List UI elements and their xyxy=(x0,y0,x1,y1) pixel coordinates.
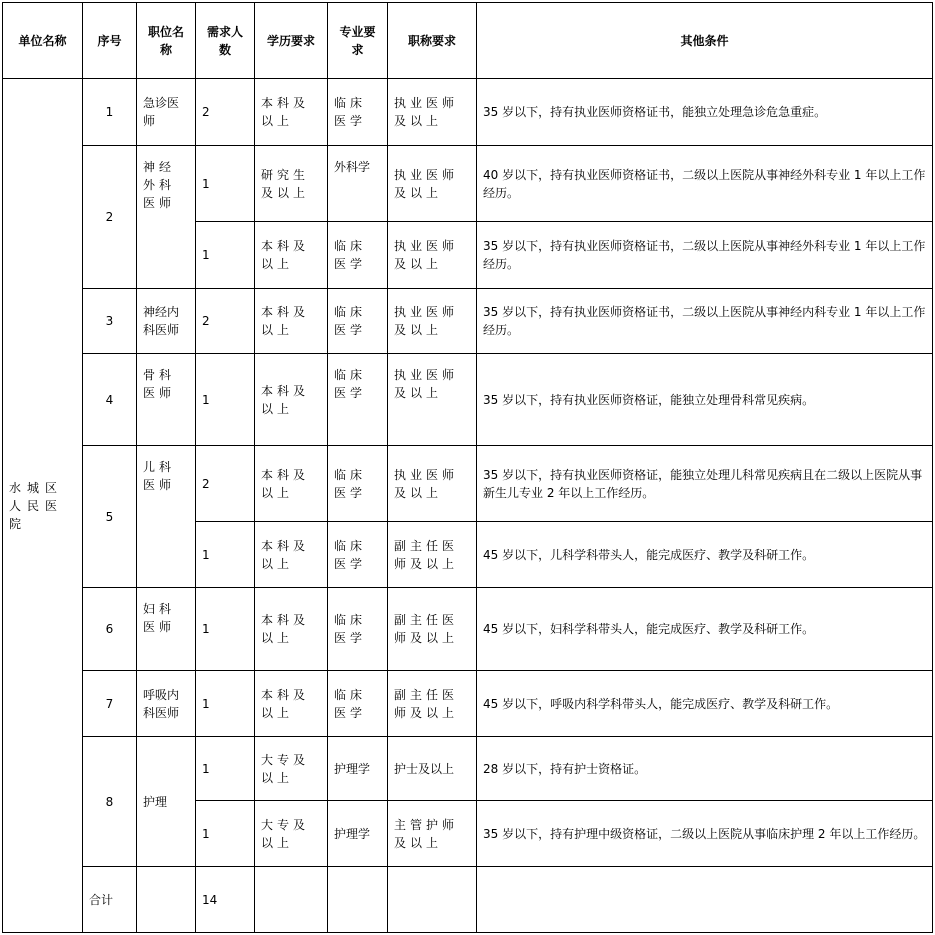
seq-cell: 8 xyxy=(83,737,137,867)
total-num: 14 xyxy=(196,867,255,933)
table-row xyxy=(3,354,933,446)
header-post: 职位名称 xyxy=(137,3,196,79)
other-cell: 35 岁以下，持有执业医师资格证，能独立处理儿科常见疾病且在二级以上医院从事新生儿专业 2 年以上工作经历。 xyxy=(477,446,933,522)
major-cell: 护理学 xyxy=(328,737,388,801)
major-cell: 临床医学 xyxy=(328,522,388,588)
num-cell: 1 xyxy=(196,222,255,289)
recruitment-table xyxy=(2,2,933,933)
header-title: 职称要求 xyxy=(388,3,477,79)
edu-cell: 本科及以上 xyxy=(255,588,328,671)
major-cell: 临床医学 xyxy=(328,79,388,146)
header-unit: 单位名称 xyxy=(3,3,83,79)
edu-cell: 本科及以上 xyxy=(255,671,328,737)
title-cell: 执业医师及以上 xyxy=(388,446,477,522)
major-cell: 临床医学 xyxy=(328,588,388,671)
num-cell: 2 xyxy=(196,446,255,522)
num-cell: 1 xyxy=(196,354,255,446)
table-row xyxy=(3,737,933,801)
table-row xyxy=(3,79,933,146)
other-cell: 45 岁以下，妇科学科带头人，能完成医疗、教学及科研工作。 xyxy=(477,588,933,671)
total-major-empty xyxy=(328,867,388,933)
title-cell: 执业医师及以上 xyxy=(388,354,477,446)
other-cell: 45 岁以下，呼吸内科学科带头人，能完成医疗、教学及科研工作。 xyxy=(477,671,933,737)
post-cell: 儿科医师 xyxy=(137,446,196,588)
table-row xyxy=(3,146,933,222)
title-cell: 副主任医师及以上 xyxy=(388,588,477,671)
title-cell: 副主任医师及以上 xyxy=(388,671,477,737)
major-cell: 临床医学 xyxy=(328,446,388,522)
major-cell: 临床医学 xyxy=(328,671,388,737)
table-row xyxy=(3,289,933,354)
header-num: 需求人数 xyxy=(196,3,255,79)
other-cell: 35 岁以下，持有护理中级资格证，二级以上医院从事临床护理 2 年以上工作经历。 xyxy=(477,801,933,867)
other-cell: 35 岁以下，持有执业医师资格证，能独立处理骨科常见疾病。 xyxy=(477,354,933,446)
edu-cell: 研究生及以上 xyxy=(255,146,328,222)
post-cell: 护理 xyxy=(137,737,196,867)
edu-cell: 大专及以上 xyxy=(255,737,328,801)
seq-cell: 2 xyxy=(83,146,137,289)
title-cell: 副主任医师及以上 xyxy=(388,522,477,588)
table-row xyxy=(3,588,933,671)
title-cell: 执业医师及以上 xyxy=(388,79,477,146)
total-edu-empty xyxy=(255,867,328,933)
seq-cell: 3 xyxy=(83,289,137,354)
post-cell: 神经外科医师 xyxy=(137,146,196,289)
major-cell: 临床医学 xyxy=(328,289,388,354)
title-cell: 主管护师及以上 xyxy=(388,801,477,867)
post-cell: 妇科医师 xyxy=(137,588,196,671)
header-major: 专业要求 xyxy=(328,3,388,79)
title-cell: 执业医师及以上 xyxy=(388,222,477,289)
total-title-empty xyxy=(388,867,477,933)
seq-cell: 7 xyxy=(83,671,137,737)
seq-cell: 6 xyxy=(83,588,137,671)
title-cell: 执业医师及以上 xyxy=(388,289,477,354)
other-cell: 35 岁以下，持有执业医师资格证书，二级以上医院从事神经外科专业 1 年以上工作经历。 xyxy=(477,222,933,289)
edu-cell: 本科及以上 xyxy=(255,522,328,588)
num-cell: 1 xyxy=(196,522,255,588)
post-cell: 骨科医师 xyxy=(137,354,196,446)
other-cell: 40 岁以下，持有执业医师资格证书，二级以上医院从事神经外科专业 1 年以上工作经历。 xyxy=(477,146,933,222)
post-cell: 急诊医师 xyxy=(137,79,196,146)
major-cell: 临床医学 xyxy=(328,354,388,446)
unit-name-cell: 水城区人民医院 xyxy=(3,79,83,933)
table-row xyxy=(3,671,933,737)
total-row xyxy=(3,867,933,933)
title-cell: 执业医师及以上 xyxy=(388,146,477,222)
total-post-empty xyxy=(137,867,196,933)
header-row xyxy=(3,3,933,79)
table-row xyxy=(3,446,933,522)
header-edu: 学历要求 xyxy=(255,3,328,79)
num-cell: 1 xyxy=(196,737,255,801)
other-cell: 45 岁以下，儿科学科带头人，能完成医疗、教学及科研工作。 xyxy=(477,522,933,588)
edu-cell: 本科及以上 xyxy=(255,446,328,522)
num-cell: 2 xyxy=(196,79,255,146)
post-cell: 神经内科医师 xyxy=(137,289,196,354)
edu-cell: 本科及以上 xyxy=(255,79,328,146)
other-cell: 35 岁以下，持有执业医师资格证书，二级以上医院从事神经内科专业 1 年以上工作经历。 xyxy=(477,289,933,354)
seq-cell: 1 xyxy=(83,79,137,146)
edu-cell: 本科及以上 xyxy=(255,222,328,289)
seq-cell: 5 xyxy=(83,446,137,588)
major-cell: 护理学 xyxy=(328,801,388,867)
major-cell: 临床医学 xyxy=(328,222,388,289)
total-label: 合计 xyxy=(83,867,137,933)
num-cell: 1 xyxy=(196,146,255,222)
num-cell: 1 xyxy=(196,588,255,671)
seq-cell: 4 xyxy=(83,354,137,446)
edu-cell: 大专及以上 xyxy=(255,801,328,867)
header-seq: 序号 xyxy=(83,3,137,79)
other-cell: 28 岁以下，持有护士资格证。 xyxy=(477,737,933,801)
edu-cell: 本科及以上 xyxy=(255,354,328,446)
edu-cell: 本科及以上 xyxy=(255,289,328,354)
title-cell: 护士及以上 xyxy=(388,737,477,801)
major-cell: 外科学 xyxy=(328,146,388,222)
header-other: 其他条件 xyxy=(477,3,933,79)
total-other-empty xyxy=(477,867,933,933)
num-cell: 1 xyxy=(196,801,255,867)
other-cell: 35 岁以下，持有执业医师资格证书，能独立处理急诊危急重症。 xyxy=(477,79,933,146)
post-cell: 呼吸内科医师 xyxy=(137,671,196,737)
num-cell: 2 xyxy=(196,289,255,354)
num-cell: 1 xyxy=(196,671,255,737)
